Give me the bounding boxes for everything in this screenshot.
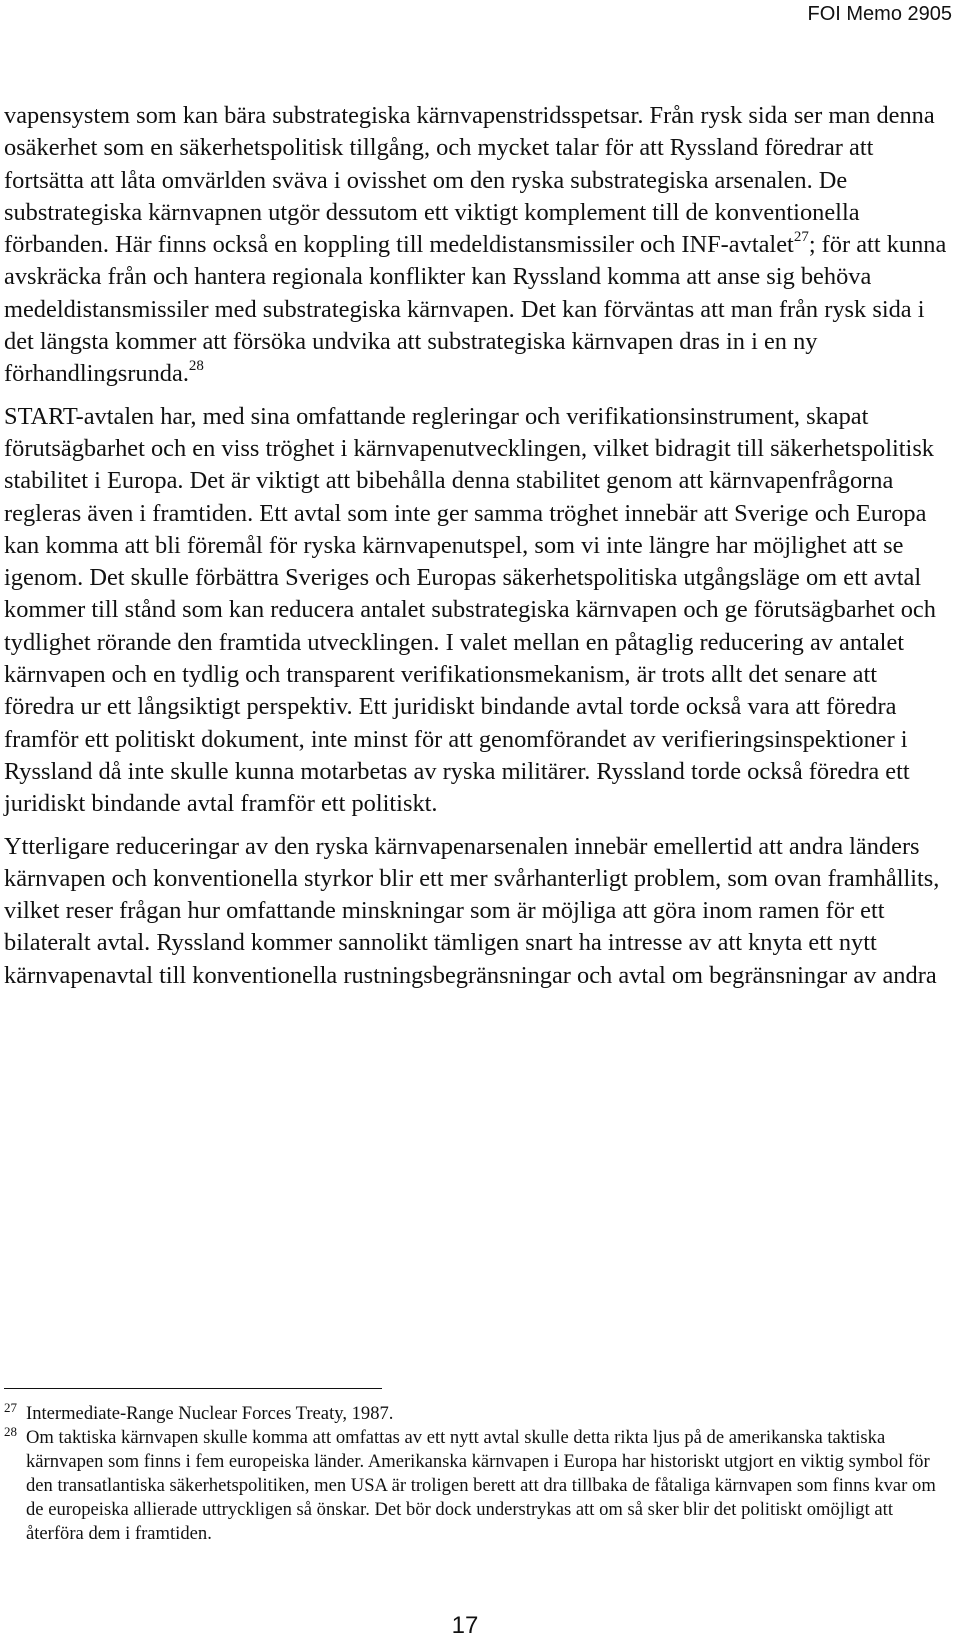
footnote-27	[4, 1402, 944, 1426]
footnote-text: Om taktiska kärnvapen skulle komma att omfattas av ett nytt avtal skulle detta rikta ljus på de amerikanska taktiska kärnvapen som finns i fem europeiska länder. Amerikanska kärnvapen i Europa har historiskt utgjort en viktig symbol för den transatlantiska säkerhetspolitiken, men USA är troligen berett att dra tillbaka de fåtaliga kärnvapen som finns kvar om de europeiska allierade uttryckligen så önskar. Det bör dock understrykas att om så sker blir det politiskt omöjligt att återföra dem i framtiden.	[26, 1427, 936, 1544]
body-text	[4, 100, 952, 1002]
paragraph-2: START-avtalen har, med sina omfattande regleringar och verifikationsinstrument, skapat förutsägbarhet och en viss tröghet i kärnvapenutvecklingen, vilket bidragit till säkerhetspolitisk stabilitet i Europa. Det är viktigt att bibehålla denna stabilitet genom att kärnvapenfrågorna regleras även i framtiden. Ett avtal som inte ger samma tröghet innebär att Sverige och Europa kan komma att bli föremål för ryska kärnvapenutspel, som vi inte längre har möjlighet att se igenom. Det skulle förbättra Sveriges och Europas säkerhetspolitiska utgångsläge om ett avtal kommer till stånd som kan reducera antalet substrategiska kärnvapen och ge förutsägbarhet och tydlighet rörande den framtida utvecklingen. I valet mellan en påtaglig reducering av antalet kärnvapen och en tydlig och transparent verifikationsmekanism, är trots allt det senare att föredra ur ett långsiktigt perspektiv. Ett juridiskt bindande avtal torde också vara att föredra framför ett politiskt dokument, inte minst för att genomförandet av verifieringsinspektioner i Ryssland då inte skulle kunna motarbetas av ryska militärer. Ryssland torde också föredra ett juridiskt bindande avtal framför ett politiskt.	[4, 402, 936, 818]
footnote-ref-28[interactable]: 28	[188, 358, 204, 375]
footnote-separator	[4, 1388, 382, 1389]
paragraph-3: Ytterligare reduceringar av den ryska kärnvapenarsenalen innebär emellertid att andra länders kärnvapen och konventionella styrkor blir ett mer svårhanterligt problem, som ovan framhållits, vilket reser frågan hur omfattande minskningar som är möjliga att göra inom ramen för ett bilateralt avtal. Ryssland kommer sannolikt tämligen snart ha intresse av att knyta ett nytt kärnvapenavtal till konventionella rustningsbegränsningar och avtal om begränsningar av andra	[4, 832, 940, 989]
footnote-ref-27[interactable]: 27	[793, 229, 809, 246]
running-header: FOI Memo 2905	[807, 3, 952, 25]
paragraph-1	[4, 100, 952, 391]
footnote-number: 28	[4, 1424, 17, 1439]
footnotes	[4, 1402, 944, 1546]
paragraph-1-part-1: vapensystem som kan bära substrategiska kärnvapenstridsspetsar. Från rysk sida ser man denna osäkerhet som en säkerhetspolitisk tillgång, och mycket talar för att Ryssland föredrar att fortsätta att låta omvärlden sväva i ovisshet om den ryska substrategiska arsenalen. De substrategiska kärnvapnen utgör dessutom ett viktigt komplement till de konventionella förbanden. Här finns också en koppling till medeldistansmissiler och INF-avtalet	[4, 102, 935, 259]
page-number: 17	[451, 1612, 479, 1639]
footnote-28	[4, 1426, 944, 1546]
footnote-text: Intermediate-Range Nuclear Forces Treaty, 1987.	[26, 1403, 394, 1424]
footnote-number: 27	[4, 1400, 17, 1415]
paragraph-1-part-2: ; för att kunna avskräcka från och hantera regionala konflikter kan Ryssland komma att anse sig behöva medeldistansmissiler med substrategiska kärnvapen. Det kan förväntas att man från rysk sida i det längsta kommer att försöka undvika att substrategiska kärnvapen dras in i en ny förhandlingsrunda.	[4, 231, 947, 388]
